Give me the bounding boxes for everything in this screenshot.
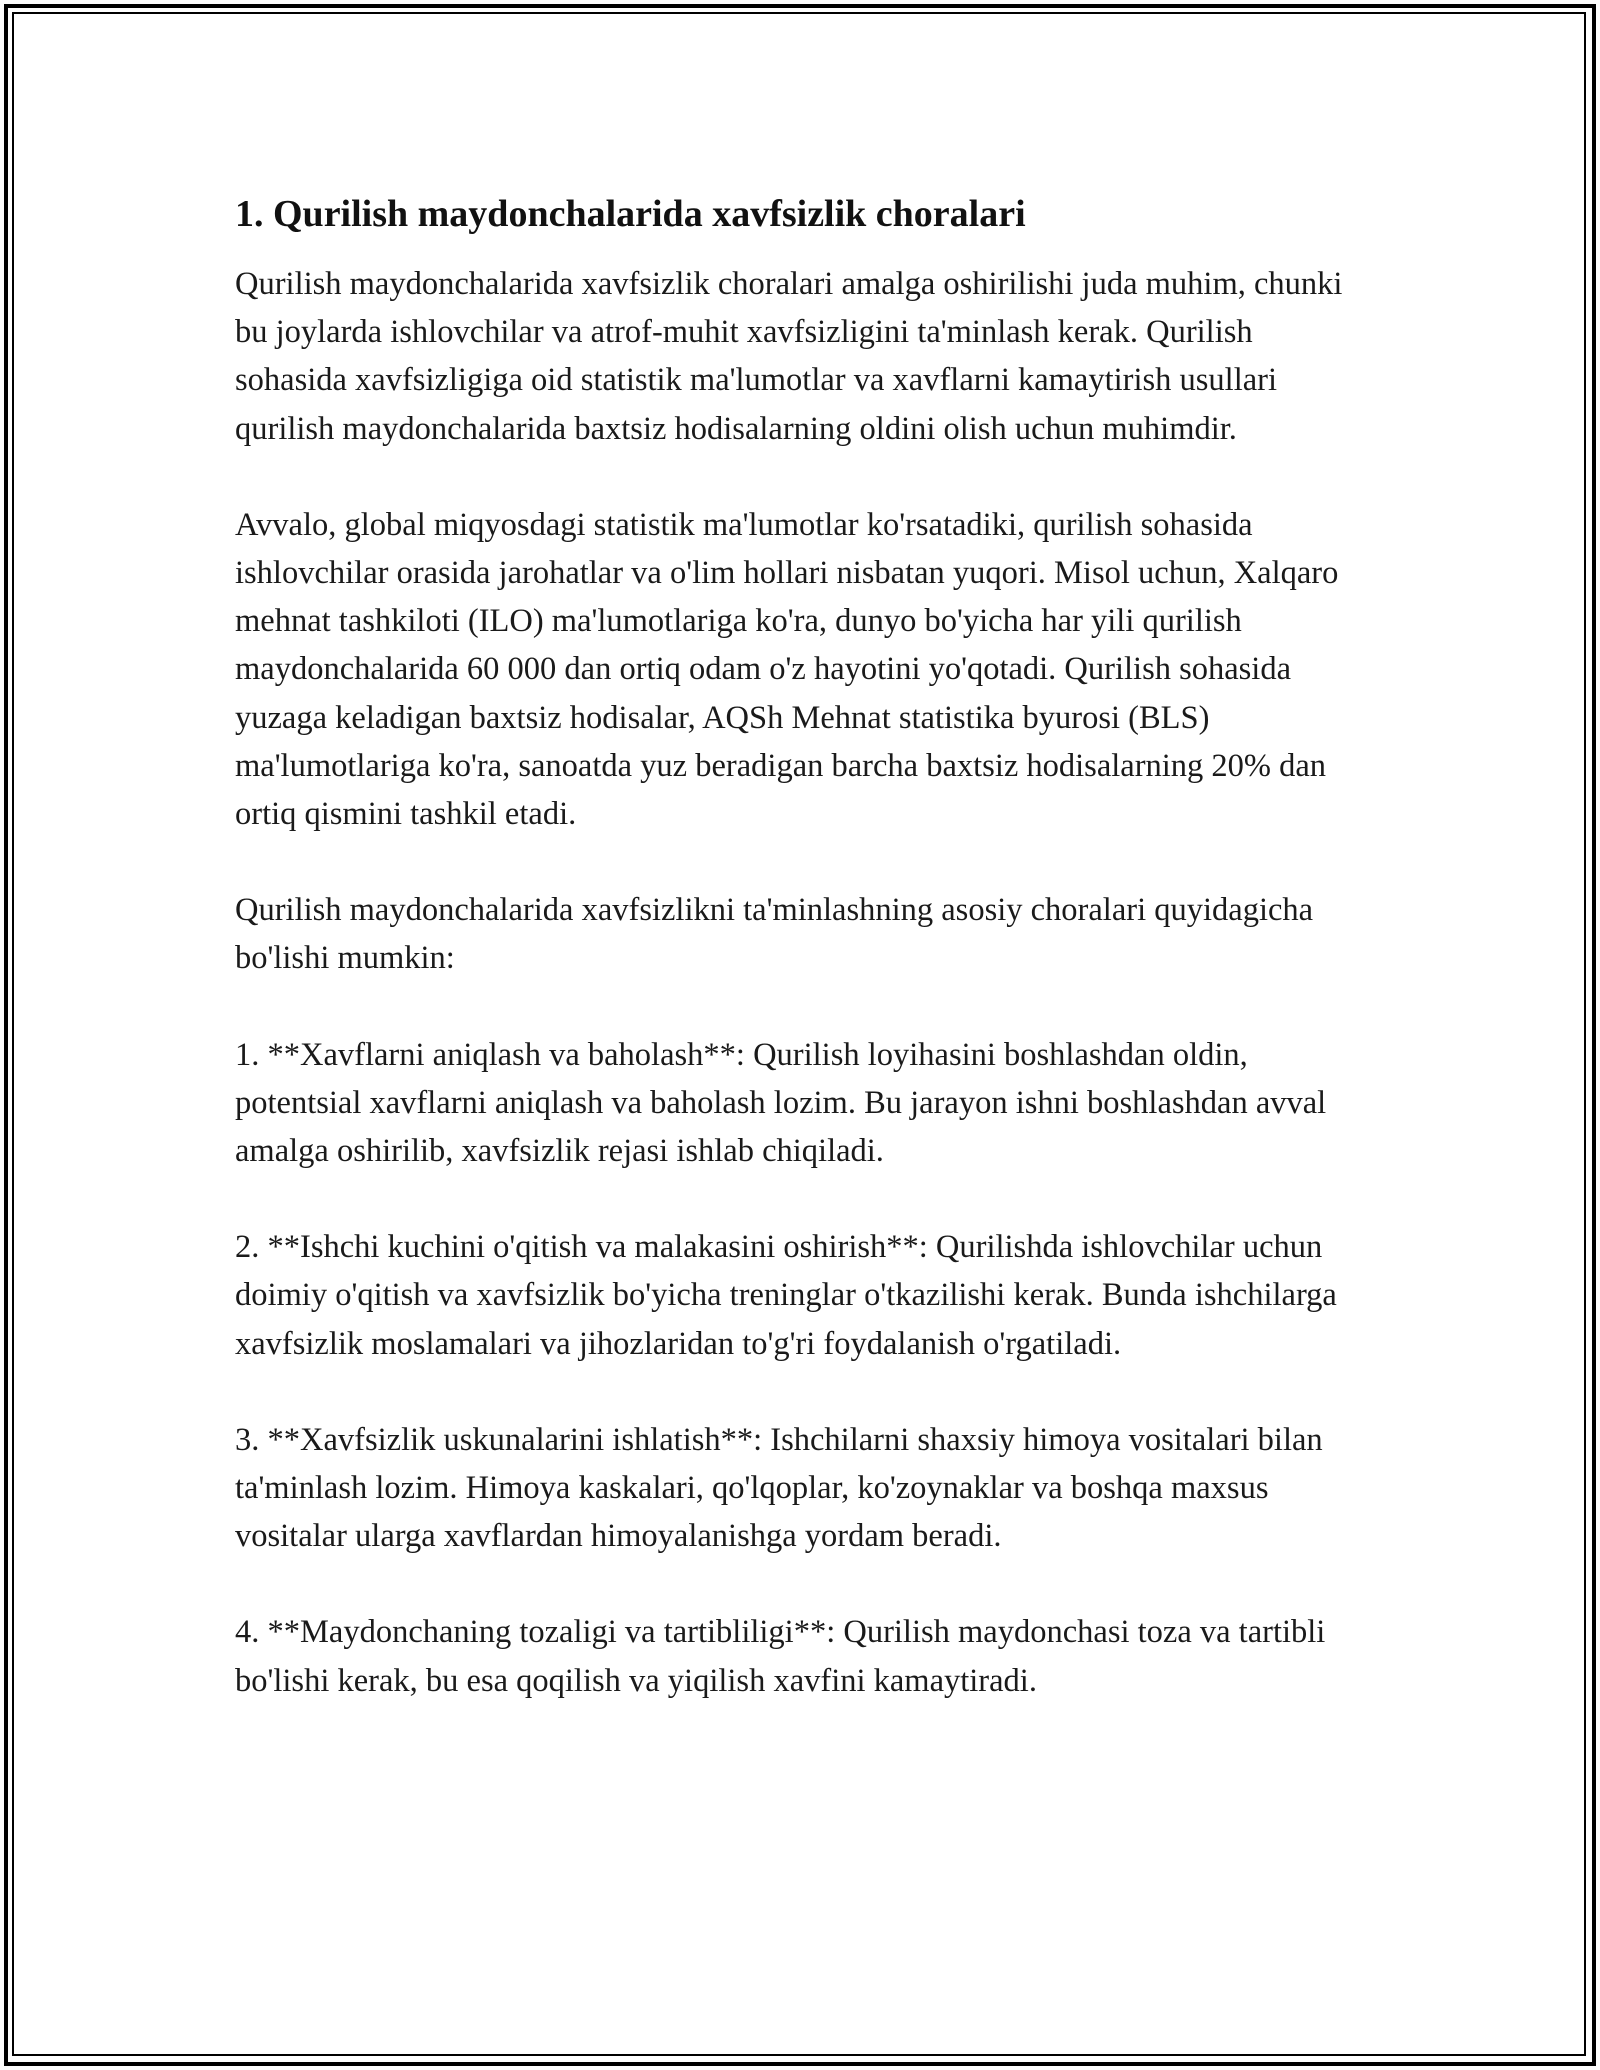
list-item-4: 4. **Maydonchaning tozaligi va tartibliligi**: Qurilish maydonchasi toza va tartibli bo'lishi kerak, bu esa qoqilish va yiqilish xavfini kamaytiradi. xyxy=(235,1614,1326,1699)
list-item-3: 3. **Xavfsizlik uskunalarini ishlatish**: Ishchilarni shaxsiy himoya vositalari bilan ta'minlash lozim. Himoya kaskalari, qo'lqoplar, ko'zoynaklar va boshqa maxsus vositalar ularga xavflardan himoyalanishga yordam beradi. xyxy=(235,1421,1323,1555)
statistics-paragraph: Avvalo, global miqyosdagi statistik ma'lumotlar ko'rsatadiki, qurilish sohasida ishlovchilar orasida jarohatlar va o'lim hollari nisbatan yuqori. Misol uchun, Xalqaro mehnat tashkiloti (ILO) ma'lumotlariga ko'ra, dunyo bo'yicha har yili qurilish maydonchalarida 60 000 dan ortiq odam o'z hayotini yo'qotadi. Qurilish sohasida yuzaga keladigan baxtsiz hodisalar, AQSh Mehnat statistika byurosi (BLS) ma'lumotlariga ko'ra, sanoatda yuz beradigan barcha baxtsiz hodisalarning 20% dan ortiq qismini tashkil etadi. xyxy=(235,506,1339,833)
list-item-2: 2. **Ishchi kuchini o'qitish va malakasini oshirish**: Qurilishda ishlovchilar uchun doimiy o'qitish va xavfsizlik bo'yicha treninglar o'tkazilishi kerak. Bunda ishchilarga xavfsizlik moslamalari va jihozlaridan to'g'ri foydalanish o'rgatiladi. xyxy=(235,1229,1337,1362)
document-body xyxy=(235,186,1365,1753)
intro-paragraph: Qurilish maydonchalarida xavfsizlik choralari amalga oshirilishi juda muhim, chunki bu joylarda ishlovchilar va atrof-muhit xavfsizligini ta'minlash kerak. Qurilish sohasida xavfsizligiga oid statistik ma'lumotlar va xavflarni kamaytirish usullari qurilish maydonchalarida baxtsiz hodisalarning oldini olish uchun muhimdir. xyxy=(235,266,1343,447)
list-item-1: 1. **Xavflarni aniqlash va baholash**: Qurilish loyihasini boshlashdan oldin, potentsial xavflarni aniqlash va baholash lozim. Bu jarayon ishni boshlashdan avval amalga oshirilib, xavfsizlik rejasi ishlab chiqiladi. xyxy=(235,1036,1327,1170)
document-title: 1. Qurilish maydonchalarida xavfsizlik choralari xyxy=(235,193,1026,235)
measures-intro-paragraph: Qurilish maydonchalarida xavfsizlikni ta'minlashning asosiy choralari quyidagicha bo'lishi mumkin: xyxy=(235,892,1314,977)
